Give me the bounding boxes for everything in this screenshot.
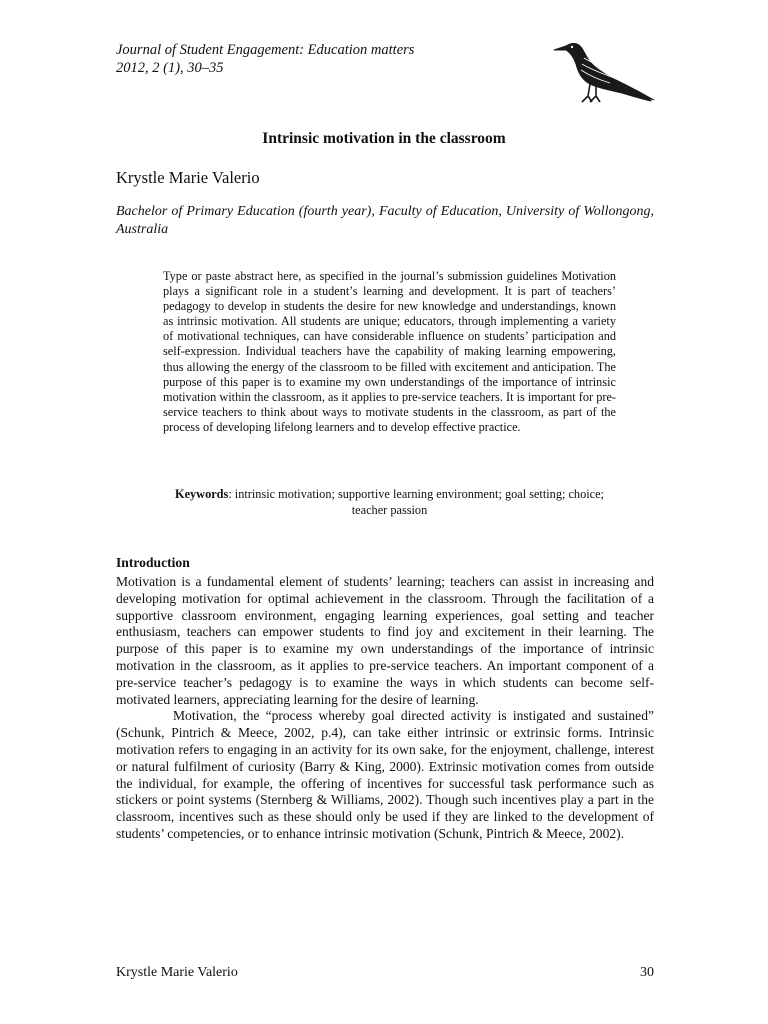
- page-number: 30: [640, 965, 654, 980]
- keywords-label: Keywords: [175, 487, 229, 501]
- journal-header: [116, 41, 414, 77]
- author-affiliation: Bachelor of Primary Education (fourth year), Faculty of Education, University of Wollongong, Australia: [116, 204, 654, 237]
- footer-author: Krystle Marie Valerio: [116, 965, 238, 980]
- keywords-list: : intrinsic motivation; supportive learning environment; goal setting; choice; teacher passion: [228, 487, 604, 517]
- abstract-text: Type or paste abstract here, as specified in the journal’s submission guidelines Motivation plays a significant role in a student’s learning and development. It is part of teachers’ pedagogy to develop in students the desire for new knowledge and understandings, known as intrinsic motivation. All students are unique; educators, through implementing a variety of motivational techniques, can have considerable influence on students’ participation and self-expression. Individual teachers have the capability of making learning empowering, thus allowing the energy of the classroom to be filled with excitement and anticipation. The purpose of this paper is to examine my own understandings of the importance of intrinsic motivation within the classroom, as it applies to pre-service teachers. It is important for pre-service teachers to think about ways to motivate students in the classroom, as part of the process of developing lifelong learners and to develop effective practice.: [163, 269, 616, 434]
- journal-citation: 2012, 2 (1), 30–35: [116, 60, 224, 76]
- article-title: Intrinsic motivation in the classroom: [262, 130, 506, 147]
- journal-name: Journal of Student Engagement: Education matters: [116, 42, 415, 58]
- article-author: Krystle Marie Valerio: [116, 168, 260, 187]
- section-heading-introduction: Introduction: [116, 555, 190, 570]
- paragraph: Motivation, the “process whereby goal directed activity is instigated and sustained” (Schunk, Pintrich & Meece, 2002, p.4), can take either intrinsic or extrinsic forms. Intrinsic motivation refers to engaging in an activity for its own sake, for the enjoyment, challenge, interest or natural fulfilment of curiosity (Barry & King, 2000). Extrinsic motivation comes from outside the individual, for example, the offering of incentives for successful task performance such as stickers or point systems (Sternberg & Williams, 2002). Though such incentives play a part in the classroom, incentives such as these should only be used if they are linked to the development of students’ competencies, or to enhance intrinsic motivation (Schunk, Pintrich & Meece, 2002).: [116, 708, 654, 841]
- paragraph: Motivation is a fundamental element of students’ learning; teachers can assist in increasing and developing motivation for optimal achievement in the classroom. Through the facilitation of a supportive classroom environment, engaging learning experiences, goal setting and teacher enthusiasm, teachers can empower students to find joy and excitement in their learning. The purpose of this paper is to examine my own understandings of the importance of intrinsic motivation in the classroom, as it applies to pre-service teachers. An important component of a pre-service teacher’s pedagogy is to examine the ways in which students can become self-motivated learners, appreciating learning for the desire of learning.: [116, 574, 654, 707]
- body-text: [116, 574, 654, 843]
- crow-icon: [552, 38, 656, 110]
- keywords: [163, 486, 616, 518]
- abstract: [163, 269, 616, 435]
